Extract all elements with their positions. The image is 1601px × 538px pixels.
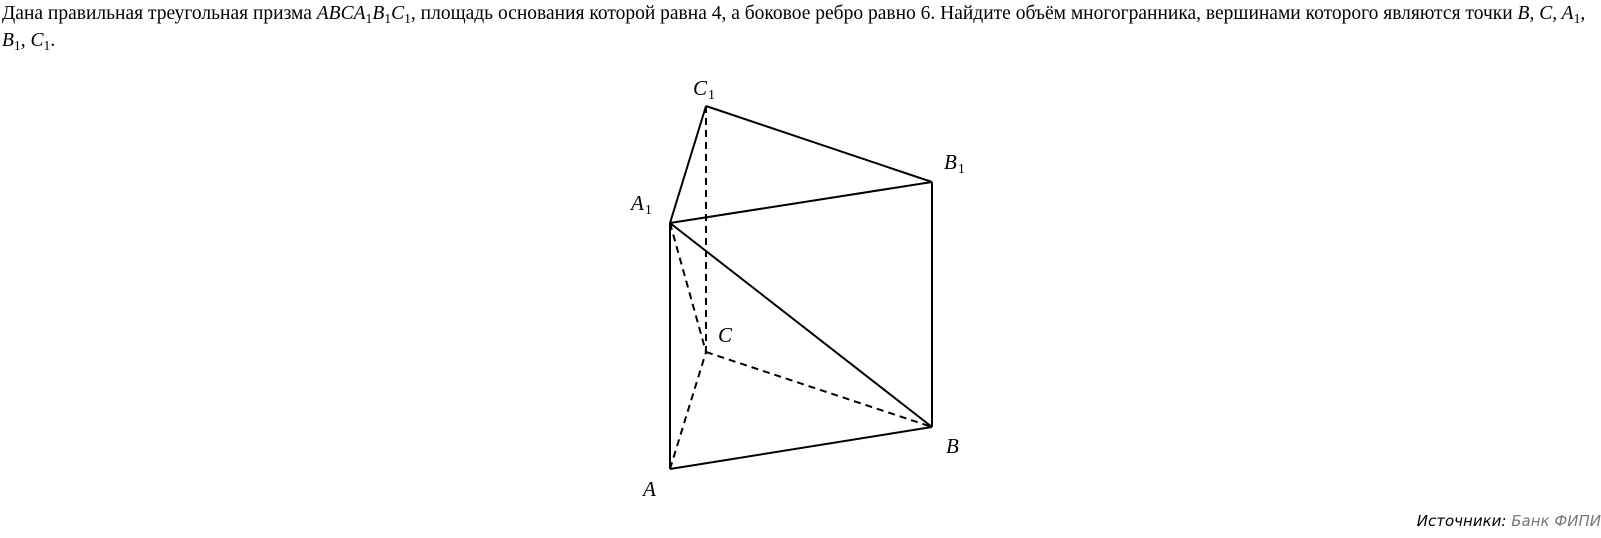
point-list: B, C, $A_1$, $B_1$, $C_1$ [2,3,1586,54]
problem-text: Дана правильная треугольная призма $ABCA_1B_1C_1$, площадь основания которой равна 4, а боковое ребро равно 6. Найдите объём многогранника, вершинами которого являются точки B, C, $A_1$, $B_1$, $C_1$. [2,3,1586,54]
problem-text-part: , площадь основания которой равна 4, а боковое ребро равно 6. Найдите объём многогранника, вершинами которого являются точки [410,3,1518,24]
source-attribution [1417,512,1601,530]
edge-a-b [670,427,932,469]
label-b: B [946,434,959,458]
edge-a1-c [670,223,706,352]
label-c: C [718,323,733,347]
edge-c-b [706,352,932,427]
source-label: Источники: [1416,512,1507,530]
label-c1: C1 [693,76,716,103]
label-a1: A1 [631,191,652,218]
edge-a1-c1 [670,106,706,223]
label-a: A [643,477,656,501]
problem-text-part: Дана правильная треугольная призма [2,3,317,24]
source-link[interactable]: Банк ФИПИ [1511,512,1601,530]
edge-a1-b1 [670,182,932,223]
prism-name: $ABCA_1B_1C_1$ [316,3,411,27]
edge-a-c [670,352,706,469]
label-b1: B1 [944,150,965,177]
edge-a1-b [670,223,932,427]
edge-c1-b1 [706,106,932,182]
